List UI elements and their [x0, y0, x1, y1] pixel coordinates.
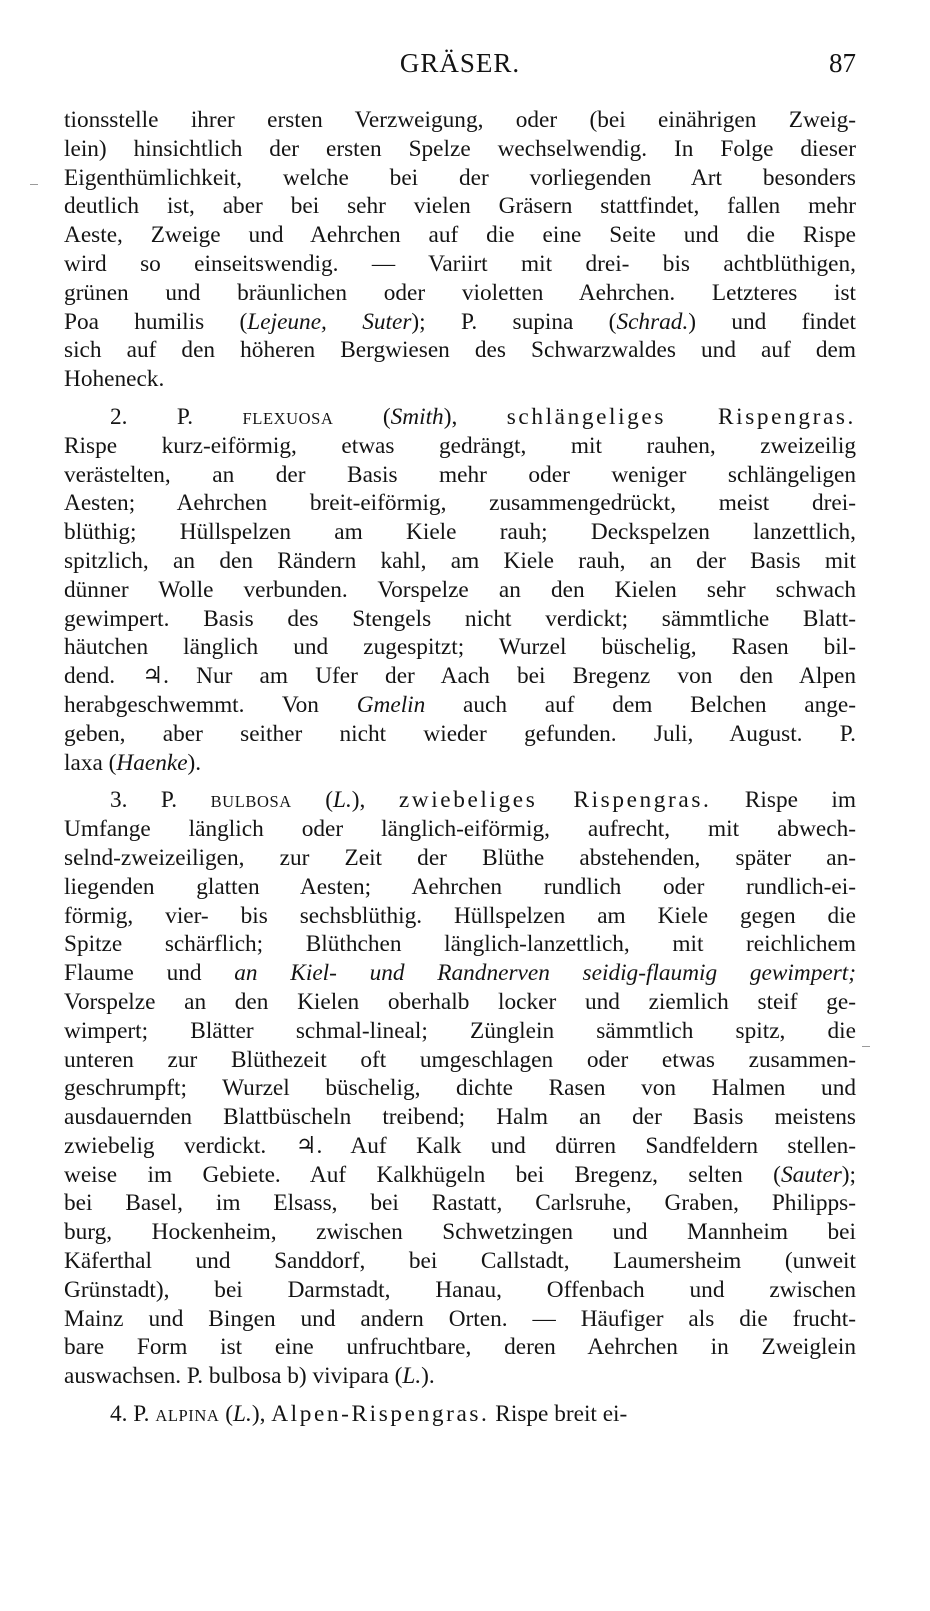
text-line: sich auf den höheren Bergwiesen des Schwarzwaldes und auf dem: [64, 337, 856, 364]
text-run: Rispe breit ei-: [489, 1401, 628, 1428]
text-line: Grünstadt), bei Darmstadt, Hanau, Offenbach und zwischen: [64, 1276, 856, 1303]
italic-run: Gmelin: [356, 691, 426, 718]
spaced-run: schlängeliges Rispengras.: [506, 403, 856, 430]
text-line: häutchen länglich und zugespitzt; Wurzel büschelig, Rasen bil-: [64, 634, 856, 661]
smallcaps-run: BULBOSA: [210, 792, 292, 812]
text-run: ) und findet: [688, 308, 856, 335]
text-run: Flaume und: [64, 960, 235, 987]
text-run: ); P. supina (: [411, 308, 617, 335]
spaced-run: Alpen-Rispengras.: [271, 1401, 490, 1428]
text-line: tionsstelle ihrer ersten Verzweigung, oder (bei einährigen Zweig-: [64, 107, 856, 133]
text-line: burg, Hockenheim, zwischen Schwetzingen und Mannheim bei: [64, 1219, 856, 1246]
text-run: laxa (: [64, 749, 117, 776]
species-entry: [64, 403, 856, 777]
body-text: [64, 106, 856, 1429]
text-line: Spitze schärflich; Blüthchen länglich-lanzettlich, mit reichlichem: [64, 931, 856, 958]
margin-mark: [862, 1046, 870, 1047]
page-number: 87: [829, 48, 856, 78]
text-line: spitzlich, an den Rändern kahl, am Kiele rauh, an der Basis mit: [64, 547, 856, 574]
text-line: [64, 1161, 856, 1190]
text-line: liegenden glatten Aesten; Aehrchen rundlich oder rundlich-ei-: [64, 873, 856, 900]
text-run: auswachsen. P. bulbosa b) vivipara (: [64, 1363, 403, 1390]
italic-run: L.: [233, 1401, 252, 1428]
text-run: ),: [251, 1401, 272, 1428]
text-run: herabgeschwemmt. Von: [64, 691, 357, 718]
text-run: );: [841, 1161, 856, 1188]
italic-run: Haenke: [116, 749, 188, 776]
text-run: 2. P.: [110, 403, 243, 430]
italic-run: an Kiel- und Randnerven seidig-flaumig gewimpert;: [234, 960, 856, 987]
text-line: Vorspelze an den Kielen oberhalb locker und ziemlich steif ge-: [64, 988, 856, 1015]
text-run: (: [291, 787, 334, 814]
text-run: ),: [443, 403, 507, 430]
text-line: gewimpert. Basis des Stengels nicht verdickt; sämmtliche Blatt-: [64, 605, 856, 632]
text-line: Aesten; Aehrchen breit-eiförmig, zusammengedrückt, meist drei-: [64, 490, 856, 517]
text-line: geschrumpft; Wurzel büschelig, dichte Rasen von Halmen und: [64, 1075, 856, 1102]
text-run: 3. P.: [110, 787, 211, 814]
running-title: GRÄSER.: [399, 48, 521, 78]
paragraph-gap: [64, 1391, 856, 1400]
species-entry: [64, 786, 856, 1391]
text-line: dend. ♃. Nur am Ufer der Aach bei Bregenz von den Alpen: [64, 663, 856, 690]
text-line: [64, 691, 856, 720]
text-line: [64, 1400, 856, 1429]
text-line: unteren zur Blüthezeit oft umgeschlagen oder etwas zusammen-: [64, 1046, 856, 1073]
text-line: [64, 959, 856, 988]
text-line: lein) hinsichtlich der ersten Spelze wechselwendig. In Folge dieser: [64, 135, 856, 162]
italic-run: L.: [333, 787, 352, 814]
text-run: weise im Gebiete. Auf Kalkhügeln bei Bregenz, selten (: [64, 1161, 781, 1188]
text-line: wird so einseitswendig. — Variirt mit drei- bis achtblüthigen,: [64, 250, 856, 277]
text-line: Rispe kurz-eiförmig, etwas gedrängt, mit rauhen, zweizeilig: [64, 432, 856, 459]
margin-mark: [30, 184, 38, 185]
text-run: ).: [187, 749, 202, 776]
text-line: [64, 308, 856, 337]
species-entry: [64, 1400, 856, 1429]
text-run: ),: [351, 787, 399, 814]
text-line: grünen und bräunlichen oder violetten Aehrchen. Letzteres ist: [64, 279, 856, 306]
text-line: zwiebelig verdickt. ♃. Auf Kalk und dürren Sandfeldern stellen-: [64, 1132, 856, 1159]
text-line: Mainz und Bingen und andern Orten. — Häufiger als die frucht-: [64, 1305, 856, 1332]
text-line: bare Form ist eine unfruchtbare, deren Aehrchen in Zweiglein: [64, 1334, 856, 1361]
text-line: förmig, vier- bis sechsblüthig. Hüllspelzen am Kiele gegen die: [64, 902, 856, 929]
text-line: Hoheneck.: [64, 366, 165, 393]
text-run: Rispe im: [711, 787, 856, 814]
text-run: 4. P.: [110, 1401, 156, 1428]
italic-run: Sauter: [780, 1161, 842, 1188]
paragraph-gap: [64, 394, 856, 403]
text-run: ).: [421, 1363, 435, 1390]
text-line: bei Basel, im Elsass, bei Rastatt, Carlsruhe, Graben, Philipps-: [64, 1190, 856, 1217]
italic-run: L.: [402, 1363, 422, 1390]
paragraph-continuation: [64, 106, 856, 394]
text-line: blüthig; Hüllspelzen am Kiele rauh; Deckspelzen lanzettlich,: [64, 519, 856, 546]
page-header: [64, 48, 856, 88]
text-line: geben, aber seither nicht wieder gefunden. Juli, August. P.: [64, 720, 856, 747]
text-line: selnd-zweizeiligen, zur Zeit der Blüthe abstehenden, später an-: [64, 844, 856, 871]
text-line: Käferthal und Sanddorf, bei Callstadt, Laumersheim (unweit: [64, 1248, 856, 1275]
text-line: wimpert; Blätter schmal-lineal; Zünglein sämmtlich spitz, die: [64, 1017, 856, 1044]
spaced-run: zwiebeliges Rispengras.: [398, 787, 712, 814]
text-line: dünner Wolle verbunden. Vorspelze an den Kielen sehr schwach: [64, 576, 856, 603]
paragraph-gap: [64, 777, 856, 786]
smallcaps-run: FLEXUOSA: [242, 408, 334, 428]
text-run: Poa humilis (: [64, 308, 248, 335]
text-run: (: [333, 403, 391, 430]
text-line: [64, 786, 856, 815]
text-line: ausdauernden Blattbüscheln treibend; Halm an der Basis meistens: [64, 1104, 856, 1131]
italic-run: Smith: [390, 403, 444, 430]
text-line: verästelten, an der Basis mehr oder weniger schlängeligen: [64, 461, 856, 488]
text-run: (: [219, 1401, 234, 1428]
text-line: Aeste, Zweige und Aehrchen auf die eine Seite und die Rispe: [64, 222, 856, 249]
text-run: auch auf dem Belchen ange-: [425, 691, 856, 718]
text-line: [64, 1362, 856, 1391]
text-line: Eigenthümlichkeit, welche bei der vorliegenden Art besonders: [64, 164, 856, 191]
text-line: deutlich ist, aber bei sehr vielen Gräsern stattfindet, fallen mehr: [64, 193, 856, 220]
smallcaps-run: ALPINA: [155, 1406, 220, 1426]
italic-run: Lejeune, Suter: [247, 308, 412, 335]
text-line: [64, 403, 856, 432]
text-line: Umfange länglich oder länglich-eiförmig, aufrecht, mit abwech-: [64, 816, 856, 843]
italic-run: Schrad.: [616, 308, 689, 335]
text-line: [64, 749, 856, 778]
